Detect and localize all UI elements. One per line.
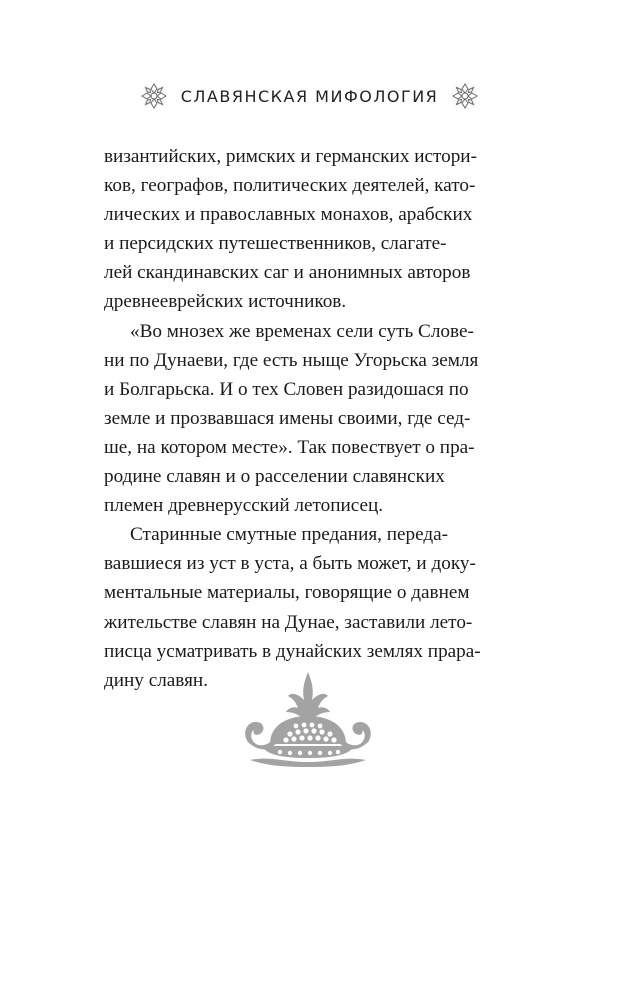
text-line: земле и прозвавшася имены своими, где сед- bbox=[104, 407, 471, 429]
fleuron-icon bbox=[240, 668, 376, 768]
paragraph bbox=[104, 317, 534, 521]
text-line: и Болгарьска. И о тех Словен разидошася по bbox=[104, 378, 469, 400]
text-line: ков, географов, политических деятелей, като- bbox=[104, 175, 476, 197]
text-line: вавшиеся из уст в уста, а быть может, и доку- bbox=[104, 553, 476, 575]
paragraph bbox=[104, 142, 534, 317]
body-text bbox=[104, 142, 534, 695]
text-line: лей скандинавских саг и анонимных авторов bbox=[104, 262, 471, 284]
text-line: родине славян и о расселении славянских bbox=[104, 466, 445, 488]
text-line: ментальные материалы, говорящие о давнем bbox=[104, 582, 470, 604]
text-line: и персидских путешественников, слагате- bbox=[104, 233, 447, 255]
text-line: лических и православных монахов, арабских bbox=[104, 204, 473, 226]
text-line: племен древнерусский летописец. bbox=[104, 495, 384, 517]
running-header bbox=[0, 82, 619, 110]
text-line: «Во мнозех же временах сели суть Слове- bbox=[130, 320, 474, 342]
book-title: СЛАВЯНСКАЯ МИФОЛОГИЯ bbox=[180, 86, 439, 106]
text-line: дину славян. bbox=[104, 669, 208, 691]
text-line: писца усматривать в дунайских землях прара- bbox=[104, 640, 481, 662]
text-line: византийских, римских и германских истори- bbox=[104, 146, 477, 167]
text-line: Старинные смутные предания, переда- bbox=[130, 524, 449, 546]
text-line: древнееврейских источников. bbox=[104, 291, 347, 313]
rosette-icon bbox=[452, 83, 478, 109]
text-line: ни по Дунаеви, где есть ныще Угорьска земля bbox=[104, 349, 479, 371]
rosette-icon bbox=[141, 83, 167, 109]
text-line: жительстве славян на Дунае, заставили лето- bbox=[104, 611, 473, 633]
text-line: ше, на котором месте». Так повествует о пра- bbox=[104, 436, 475, 458]
